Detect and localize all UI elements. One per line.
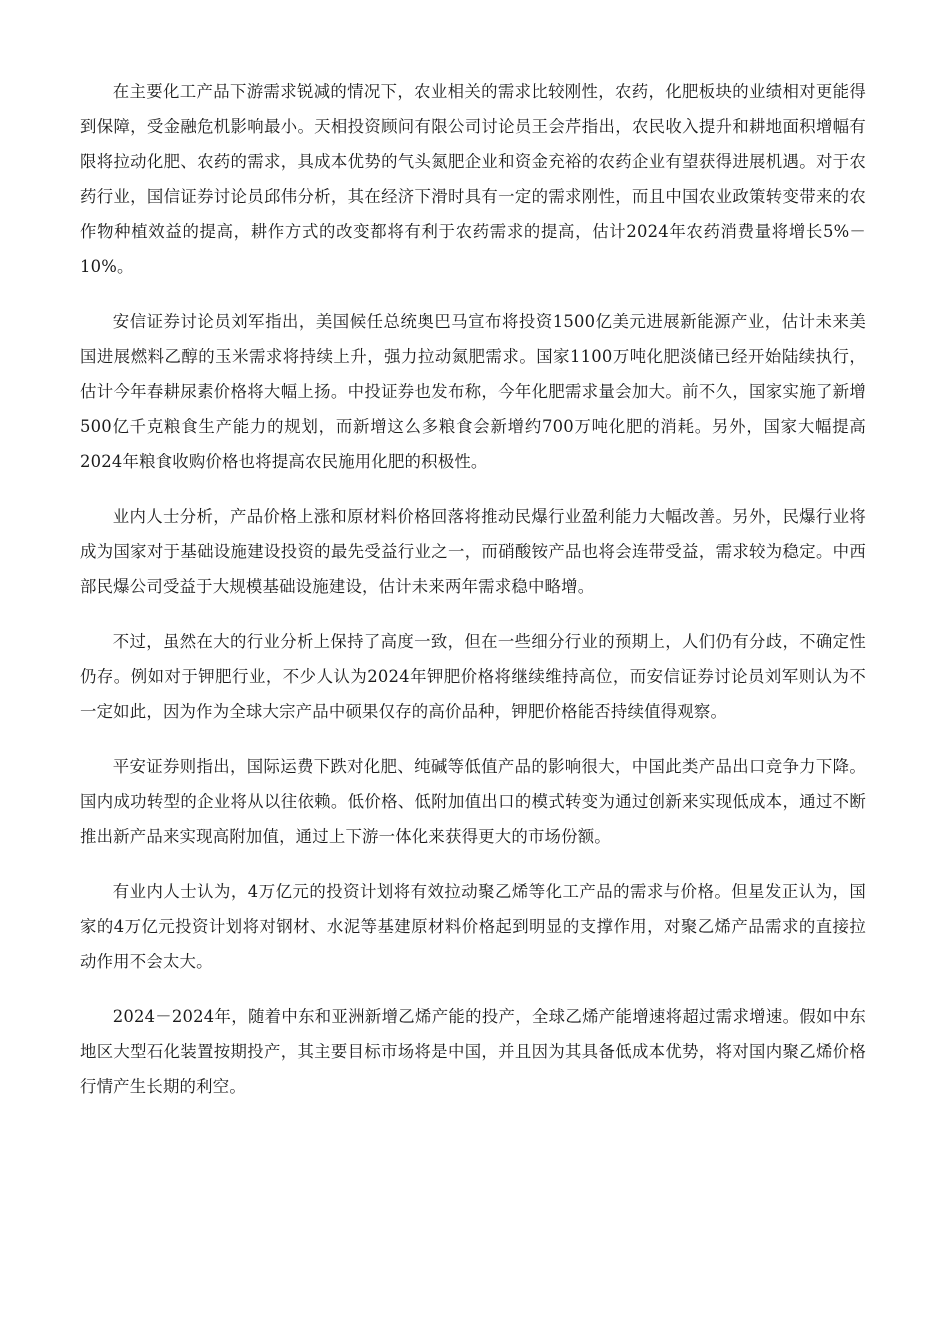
paragraph-agriculture-demand: 在主要化工产品下游需求锐减的情况下，农业相关的需求比较刚性，农药，化肥板块的业绩相对更能得到保障，受金融危机影响最小。天相投资顾问有限公司讨论员王会芹指出，农民收入提升和耕地面积增幅有限将拉动化肥、农药的需求，具成本优势的气头氮肥企业和资金充裕的农药企业有望获得进展机遇。对于农药行业，国信证券讨论员邱伟分析，其在经济下滑时具有一定的需求刚性，而且中国农业政策转变带来的农作物种植效益的提高，耕作方式的改变都将有利于农药需求的提高，估计2024年农药消费量将增长5%－10%。 (80, 82, 866, 276)
paragraph-ethylene-capacity: 2024－2024年，随着中东和亚洲新增乙烯产能的投产，全球乙烯产能增速将超过需求增速。假如中东地区大型石化装置按期投产，其主要目标市场将是中国，并且因为其具备低成本优势，将对国内聚乙烯价格行情产生长期的利空。 (80, 1007, 866, 1096)
paragraph-fertilizer-demand: 安信证券讨论员刘军指出，美国候任总统奥巴马宣布将投资1500亿美元进展新能源产业，估计未来美国进展燃料乙醇的玉米需求将持续上升，强力拉动氮肥需求。国家1100万吨化肥淡储已经开始陆续执行，估计今年春耕尿素价格将大幅上扬。中投证券也发布称，今年化肥需求量会加大。前不久，国家实施了新增500亿千克粮食生产能力的规划，而新增这么多粮食会新增约700万吨化肥的消耗。另外，国家大幅提高2024年粮食收购价格也将提高农民施用化肥的积极性。 (80, 312, 866, 471)
paragraph-investment-plan: 有业内人士认为，4万亿元的投资计划将有效拉动聚乙烯等化工产品的需求与价格。但星发正认为，国家的4万亿元投资计划将对钢材、水泥等基建原材料价格起到明显的支撑作用，对聚乙烯产品需求的直接拉动作用不会太大。 (80, 882, 866, 971)
document-body (80, 74, 866, 1124)
paragraph-explosives-industry: 业内人士分析，产品价格上涨和原材料价格回落将推动民爆行业盈利能力大幅改善。另外，民爆行业将成为国家对于基础设施建设投资的最先受益行业之一，而硝酸铵产品也将会连带受益，需求较为稳定。中西部民爆公司受益于大规模基础设施建设，估计未来两年需求稳中略增。 (80, 507, 866, 596)
paragraph-potash-uncertainty: 不过，虽然在大的行业分析上保持了高度一致，但在一些细分行业的预期上，人们仍有分歧，不确定性仍存。例如对于钾肥行业，不少人认为2024年钾肥价格将继续维持高位，而安信证券讨论员刘军则认为不一定如此，因为作为全球大宗产品中硕果仅存的高价品种，钾肥价格能否持续值得观察。 (80, 632, 866, 721)
paragraph-export-transformation: 平安证券则指出，国际运费下跌对化肥、纯碱等低值产品的影响很大，中国此类产品出口竞争力下降。国内成功转型的企业将从以往依赖。低价格、低附加值出口的模式转变为通过创新来实现低成本，通过不断推出新产品来实现高附加值，通过上下游一体化来获得更大的市场份额。 (80, 757, 866, 846)
